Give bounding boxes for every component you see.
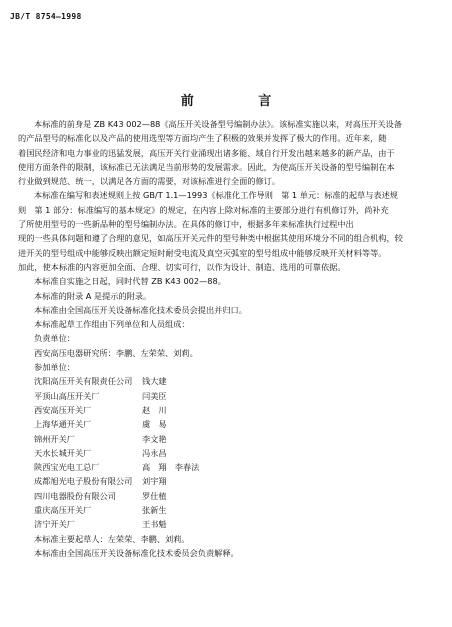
participant-org: 陕西宝光电工总厂 (34, 462, 100, 473)
participant-row (18, 374, 426, 388)
participant-row (18, 389, 426, 403)
participant-members: 刘宇翔 (142, 476, 167, 487)
participant-members: 钱大建 (142, 376, 167, 387)
closing-line: 本标准由全国高压开关设备标准化技术委员会负责解释。 (34, 547, 239, 558)
paragraph-line: 西安高压电器研究所：李鹏、左荣荣、刘莉。 (34, 347, 198, 358)
participant-row (18, 489, 426, 503)
participant-org: 平顶山高压开关厂 (34, 390, 100, 401)
paragraph-line: 本标准自实施之日起，同时代替 ZB K43 002—88。 (34, 276, 226, 287)
participant-members: 冯永昌 (142, 447, 167, 458)
paragraph-line: 的产品型号的标准化以及产品的使用选型等方面均产生了积极的效果并发挥了极大的作用。近年来，随 (18, 133, 387, 144)
paragraph-line: 本标准起草工作组由下列单位和人员组成： (34, 319, 190, 330)
paragraph-line: 使用方面条件的限制，该标准已无法满足当前形势的发展需求。因此，为使高压开关设备的型号编制在本 (18, 161, 395, 172)
participant-org: 上海华通开关厂 (34, 419, 92, 430)
participant-row (18, 403, 426, 417)
participant-members: 虞 易 (142, 419, 167, 430)
paragraph-line: 本标准在编写和表述规则上按 GB/T 1.1—1993《标准化工作导则 第 1 单元：标准的起草与表述规 (34, 190, 398, 201)
participant-row (18, 460, 426, 474)
paragraph-line: 行业做到规范、统一，以满足各方面的需要，对该标准进行全面的修订。 (18, 176, 281, 187)
participant-members: 高 翔 李春法 (142, 462, 200, 473)
paragraph-line: 负责单位： (34, 333, 75, 344)
paragraph-line: 现的一些具体问题和遵了合理的意见，如高压开关元件的型号种类中根据其使用环境分不同的组合机构，较 (18, 233, 403, 244)
paragraph-line: 本标准由全国高压开关设备标准化技术委员会提出并归口。 (34, 304, 247, 315)
participant-row (18, 446, 426, 460)
paragraph-line: 本标准的前身是 ZB K43 002—88《高压开关设备型号编制办法》。该标准实施以来，对高压开关设备 (34, 119, 402, 129)
participant-members: 李文艳 (142, 433, 167, 444)
participant-members: 罗仕植 (142, 490, 167, 501)
paragraph-list (18, 117, 426, 374)
participant-list (18, 374, 426, 531)
participant-row (18, 474, 426, 488)
participant-row (18, 432, 426, 446)
participant-members: 闫美臣 (142, 390, 167, 401)
participant-org: 沈阳高压开关有限责任公司 (34, 376, 133, 387)
participant-row (18, 417, 426, 431)
participant-row (18, 503, 426, 517)
paragraph-line: 了所使用型号的一些新品种的型号编制办法。在具体的修订中，根据多年来标准执行过程中出 (18, 219, 354, 230)
standard-number: JB/T 8754—1998 (10, 12, 82, 21)
paragraph-line: 参加单位： (34, 362, 75, 373)
paragraph-line: 加此，使本标准的内容更加全面、合理、切实可行，以作为设计、制造、选用的可靠依据。 (18, 261, 346, 272)
participant-org: 天水长城开关厂 (34, 447, 92, 458)
page-title: 前 言 (180, 94, 302, 109)
paragraph-line: 着国民经济和电力事业的迅猛发展，高压开关行业涌现出诸多能、域自行开发出越来越多的新产品，由于 (18, 147, 395, 158)
closing-line: 本标准主要起草人：左荣荣、李鹏、刘莉。 (34, 533, 190, 544)
closing-section (18, 532, 426, 561)
paragraph-line: 本标准的附录 A 是提示的附录。 (34, 290, 152, 301)
participant-row (18, 517, 426, 531)
participant-org: 济宁开关厂 (34, 519, 75, 530)
participant-members: 赵 川 (142, 404, 167, 415)
paragraph-line: 则 第 1 部分：标准编写的基本规定》的规定，在内容上除对标准的主要部分进行有机修订外，尚补充 (18, 204, 389, 215)
participant-org: 重庆高压开关厂 (34, 505, 92, 516)
participant-members: 张新生 (142, 505, 167, 516)
participant-members: 王书魁 (142, 519, 167, 530)
participant-org: 成都旭光电子股份有限公司 (34, 476, 133, 487)
participant-org: 四川电器股份有限公司 (34, 490, 116, 501)
participant-org: 锦州开关厂 (34, 433, 75, 444)
document-body (18, 117, 426, 560)
participant-org: 西安高压开关厂 (34, 404, 92, 415)
paragraph-line: 进开关的型号组成中能够反映出额定短时耐受电流及真空灭弧室的型号组成中能够反映开关材料等等。 (18, 247, 387, 258)
